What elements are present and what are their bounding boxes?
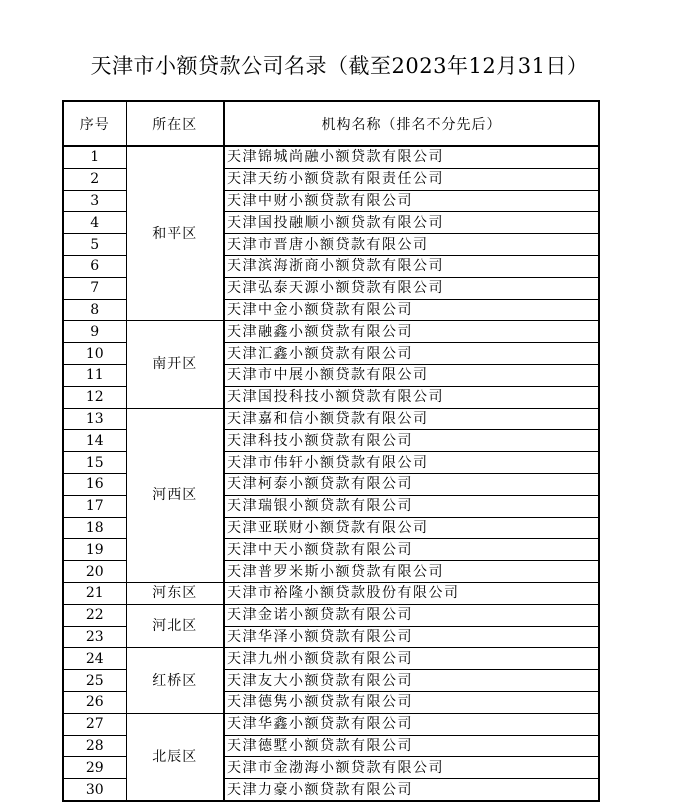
row-index: 2 <box>63 168 126 190</box>
row-index: 19 <box>63 539 126 561</box>
row-index: 4 <box>63 212 126 234</box>
header-org-name: 机构名称（排名不分先后） <box>224 101 599 146</box>
row-index: 28 <box>63 735 126 757</box>
row-org-name: 天津九州小额贷款有限公司 <box>224 648 599 670</box>
row-index: 9 <box>63 321 126 343</box>
row-org-name: 天津力豪小额贷款有限公司 <box>224 779 599 801</box>
row-district: 河北区 <box>126 604 224 648</box>
row-org-name: 天津锦城尚融小额贷款有限公司 <box>224 146 599 168</box>
row-org-name: 天津中天小额贷款有限公司 <box>224 539 599 561</box>
header-district: 所在区 <box>126 101 224 146</box>
row-org-name: 天津华泽小额贷款有限公司 <box>224 626 599 648</box>
row-index: 26 <box>63 691 126 713</box>
table-row <box>63 604 599 626</box>
company-roster-table <box>62 100 600 802</box>
document-title: 天津市小额贷款公司名录（截至2023年12月31日） <box>90 54 589 78</box>
row-index: 7 <box>63 277 126 299</box>
row-org-name: 天津科技小额贷款有限公司 <box>224 430 599 452</box>
row-index: 12 <box>63 386 126 408</box>
row-org-name: 天津弘泰天源小额贷款有限公司 <box>224 277 599 299</box>
row-index: 14 <box>63 430 126 452</box>
table-row <box>63 408 599 430</box>
row-index: 3 <box>63 190 126 212</box>
row-org-name: 天津国投融顺小额贷款有限公司 <box>224 212 599 234</box>
row-org-name: 天津滨海浙商小额贷款有限公司 <box>224 255 599 277</box>
row-index: 13 <box>63 408 126 430</box>
row-index: 15 <box>63 452 126 474</box>
table-row <box>63 321 599 343</box>
row-district: 北辰区 <box>126 713 224 801</box>
row-org-name: 天津德墅小额贷款有限公司 <box>224 735 599 757</box>
row-org-name: 天津瑞银小额贷款有限公司 <box>224 495 599 517</box>
table-row <box>63 648 599 670</box>
row-index: 20 <box>63 561 126 583</box>
row-org-name: 天津汇鑫小额贷款有限公司 <box>224 343 599 365</box>
row-index: 16 <box>63 473 126 495</box>
row-index: 17 <box>63 495 126 517</box>
row-org-name: 天津市金渤海小额贷款有限公司 <box>224 757 599 779</box>
row-district: 南开区 <box>126 321 224 408</box>
row-org-name: 天津柯泰小额贷款有限公司 <box>224 473 599 495</box>
row-org-name: 天津国投科技小额贷款有限公司 <box>224 386 599 408</box>
table-row <box>63 582 599 604</box>
row-district: 河西区 <box>126 408 224 582</box>
table-row <box>63 146 599 168</box>
table-row <box>63 713 599 735</box>
row-index: 23 <box>63 626 126 648</box>
row-index: 1 <box>63 146 126 168</box>
row-org-name: 天津金诺小额贷款有限公司 <box>224 604 599 626</box>
row-district: 和平区 <box>126 146 224 321</box>
row-org-name: 天津市中展小额贷款有限公司 <box>224 364 599 386</box>
row-index: 30 <box>63 779 126 801</box>
row-index: 5 <box>63 234 126 256</box>
row-index: 24 <box>63 648 126 670</box>
row-district: 河东区 <box>126 582 224 604</box>
row-org-name: 天津中财小额贷款有限公司 <box>224 190 599 212</box>
row-org-name: 天津中金小额贷款有限公司 <box>224 299 599 321</box>
row-index: 10 <box>63 343 126 365</box>
table-header-row <box>63 101 599 146</box>
row-org-name: 天津市伟轩小额贷款有限公司 <box>224 452 599 474</box>
row-org-name: 天津嘉和信小额贷款有限公司 <box>224 408 599 430</box>
row-org-name: 天津市裕隆小额贷款股份有限公司 <box>224 582 599 604</box>
row-org-name: 天津华鑫小额贷款有限公司 <box>224 713 599 735</box>
row-index: 25 <box>63 670 126 692</box>
row-index: 8 <box>63 299 126 321</box>
row-index: 11 <box>63 364 126 386</box>
row-index: 22 <box>63 604 126 626</box>
row-org-name: 天津市晋唐小额贷款有限公司 <box>224 234 599 256</box>
row-org-name: 天津普罗米斯小额贷款有限公司 <box>224 561 599 583</box>
row-index: 29 <box>63 757 126 779</box>
row-index: 18 <box>63 517 126 539</box>
row-org-name: 天津友大小额贷款有限公司 <box>224 670 599 692</box>
row-org-name: 天津亚联财小额贷款有限公司 <box>224 517 599 539</box>
row-org-name: 天津融鑫小额贷款有限公司 <box>224 321 599 343</box>
row-org-name: 天津德隽小额贷款有限公司 <box>224 691 599 713</box>
row-district: 红桥区 <box>126 648 224 713</box>
row-index: 27 <box>63 713 126 735</box>
table-body <box>63 146 599 801</box>
header-index: 序号 <box>63 101 126 146</box>
row-org-name: 天津天纺小额贷款有限责任公司 <box>224 168 599 190</box>
row-index: 21 <box>63 582 126 604</box>
row-index: 6 <box>63 255 126 277</box>
